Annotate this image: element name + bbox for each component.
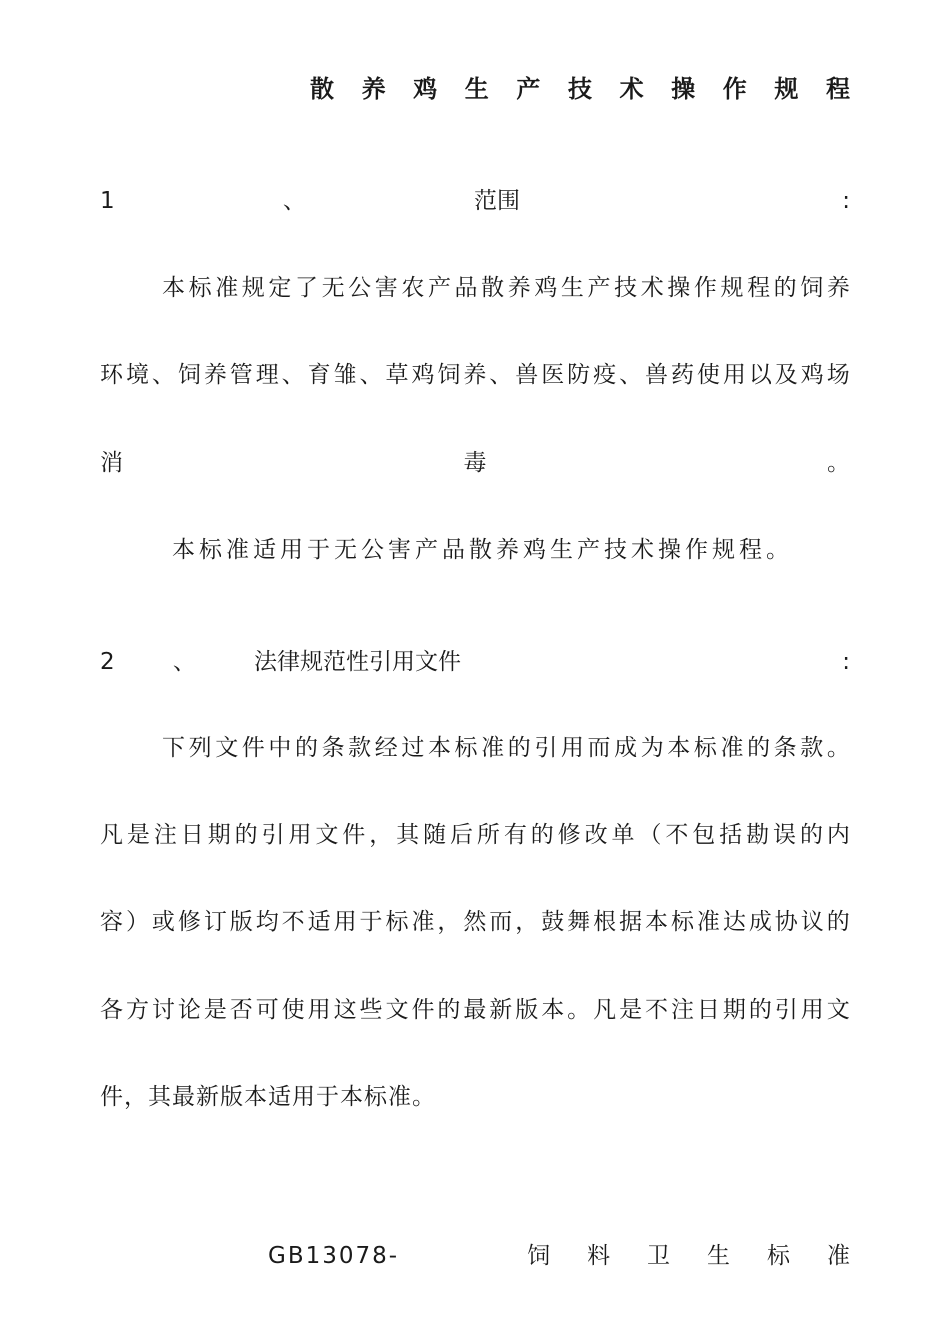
text-char: 程 (747, 275, 771, 301)
text-char: 农 (401, 275, 425, 301)
text-char: 款 (800, 735, 824, 761)
text-char: 散 (310, 75, 334, 103)
text-char: 引 (534, 735, 558, 761)
text-char: 列 (188, 735, 212, 761)
text-char: 鸡 (411, 362, 435, 388)
text-char: 舞 (567, 909, 591, 935)
text-char: 程 (825, 75, 850, 103)
text-char: 规 (241, 275, 265, 301)
text-char: 不 (281, 909, 305, 935)
text-char: 境 (125, 362, 149, 388)
text-char: 件 (411, 997, 435, 1023)
text-char: 饲 (527, 1243, 551, 1269)
text-char: 。 (827, 450, 850, 476)
text-char: 单 (611, 822, 635, 848)
text-char: 鸡 (800, 362, 824, 388)
paragraph-line (162, 273, 850, 303)
section-number: 1 (100, 188, 115, 214)
text-char: 新 (489, 997, 513, 1023)
text-char: 款 (348, 735, 372, 761)
text-char: 修 (557, 822, 581, 848)
text-char: 达 (722, 909, 746, 935)
text-char: 产 (587, 275, 611, 301)
text-char: 误 (773, 822, 797, 848)
text-char: 本 (541, 997, 565, 1023)
text-char: 了 (294, 275, 318, 301)
paragraph-line (100, 820, 850, 850)
text-char: 饲 (800, 275, 824, 301)
section-2-heading (100, 647, 850, 677)
text-char: 用 (288, 822, 312, 848)
text-char: 兽 (515, 362, 539, 388)
text-char: 产 (516, 75, 541, 103)
text-char: 容 (100, 909, 123, 935)
section-colon: : (842, 188, 850, 214)
text-char: 的 (747, 735, 771, 761)
text-char: 的 (507, 735, 531, 761)
text-char: 文 (826, 997, 850, 1023)
text-char: 些 (359, 997, 383, 1023)
text-char: 草 (385, 362, 409, 388)
text-char: 本 (162, 275, 185, 301)
text-char: 鸡 (534, 275, 558, 301)
paragraph-line (100, 907, 850, 937)
text-char: 操 (667, 275, 691, 301)
text-char: 围 (497, 188, 521, 214)
section-heading-text (254, 647, 784, 677)
text-char: 用 (307, 997, 331, 1023)
text-char: 技 (614, 275, 638, 301)
reference-entry (268, 1241, 850, 1271)
text-char: 而 (489, 909, 513, 935)
text-char: 条 (773, 735, 797, 761)
text-char: 或 (151, 909, 175, 935)
paragraph-line (100, 995, 850, 1025)
text-char: 改 (584, 822, 608, 848)
text-char: 以 (748, 362, 772, 388)
text-char: 准 (215, 275, 239, 301)
text-char: 包 (692, 822, 716, 848)
text-char: 生 (560, 275, 584, 301)
section-heading-text (474, 186, 674, 216)
section-colon: : (842, 649, 850, 675)
text-char: 有 (503, 822, 527, 848)
text-char: 本 (667, 735, 691, 761)
text-char: 条 (321, 735, 345, 761)
text-char: 疫 (593, 362, 617, 388)
text-char: 于 (359, 909, 383, 935)
text-char: 准 (481, 735, 505, 761)
text-char: 注 (670, 997, 694, 1023)
text-char: 最 (463, 997, 487, 1023)
text-char: 日 (180, 822, 204, 848)
text-char: 卫 (647, 1243, 671, 1269)
text-char: 的 (234, 822, 258, 848)
text-char: 准 (411, 909, 435, 935)
text-char: 不 (665, 822, 689, 848)
text-char: 育 (307, 362, 331, 388)
text-char: 版 (515, 997, 539, 1023)
text-char: 后 (449, 822, 473, 848)
text-char: 鸡 (413, 75, 438, 103)
text-char: 术 (619, 75, 644, 103)
text-char: 准 (827, 1243, 850, 1269)
text-char: 这 (333, 997, 357, 1023)
text-char: 规 (720, 275, 744, 301)
text-char: 用 (333, 909, 357, 935)
text-char: 生 (707, 1243, 731, 1269)
text-char: 规 (300, 649, 324, 675)
text-char: 适 (307, 909, 331, 935)
text-char: 、 (359, 362, 383, 388)
text-char: 的 (437, 997, 461, 1023)
text-char: 作 (722, 75, 747, 103)
paragraph-line (100, 360, 850, 390)
text-char: 性 (346, 649, 370, 675)
section-separator: 、 (172, 649, 196, 675)
text-char: 鼓 (541, 909, 565, 935)
text-char: 养 (507, 275, 531, 301)
text-char: 场 (826, 362, 850, 388)
text-char: 律 (277, 649, 301, 675)
text-char: 据 (619, 909, 643, 935)
text-char: 各 (100, 997, 123, 1023)
text-char: 饲 (437, 362, 461, 388)
text-char: 标 (454, 735, 478, 761)
section-number: 2 (100, 649, 115, 675)
text-char: 标 (767, 1243, 791, 1269)
text-char: 然 (463, 909, 487, 935)
text-char: 内 (826, 822, 850, 848)
text-char: 不 (645, 997, 669, 1023)
text-char: 标 (693, 735, 717, 761)
document-title (310, 74, 850, 104)
text-char: 的 (826, 909, 850, 935)
text-char: 引 (369, 649, 393, 675)
text-char: 件 (438, 649, 462, 675)
text-char: 范 (474, 188, 498, 214)
text-char: 版 (229, 909, 253, 935)
text-char: 害 (374, 275, 398, 301)
text-char: 、 (489, 362, 513, 388)
text-char: 兽 (645, 362, 669, 388)
text-char: 标 (188, 275, 212, 301)
text-char: 消 (100, 450, 123, 476)
section-1-heading (100, 186, 850, 216)
text-char: 养 (826, 275, 850, 301)
text-char: 所 (476, 822, 500, 848)
text-char: 文 (385, 997, 409, 1023)
text-char: 本 (645, 909, 669, 935)
text-char: 产 (427, 275, 451, 301)
text-char: 本 (427, 735, 451, 761)
text-char: 管 (229, 362, 253, 388)
text-char: 及 (774, 362, 798, 388)
text-char: 术 (640, 275, 664, 301)
text-char: 防 (567, 362, 591, 388)
text-char: 用 (722, 362, 746, 388)
text-char: 的 (799, 822, 823, 848)
text-char: 是 (203, 997, 227, 1023)
text-char: 经 (374, 735, 398, 761)
text-char: 使 (696, 362, 720, 388)
text-char: 范 (323, 649, 347, 675)
text-char: 论 (177, 997, 201, 1023)
text-char: 订 (203, 909, 227, 935)
text-char: 标 (670, 909, 694, 935)
text-char: 操 (671, 75, 696, 103)
text-char: 品 (454, 275, 478, 301)
text-char: 成 (748, 909, 772, 935)
reference-title (527, 1241, 850, 1271)
text-char: 毒 (463, 450, 487, 476)
text-char: 方 (125, 997, 149, 1023)
text-char: 中 (268, 735, 292, 761)
text-char: 文 (215, 735, 239, 761)
text-char: 、 (281, 362, 305, 388)
text-char: 是 (126, 822, 150, 848)
text-char: 、 (619, 362, 643, 388)
paragraph-line: 件，其最新版本适用于本标准。 (100, 1084, 436, 1110)
text-char: 勘 (746, 822, 770, 848)
text-char: 养 (203, 362, 227, 388)
paragraph-line: 本标准适用于无公害产品散养鸡生产技术操作规程。 (172, 537, 793, 563)
text-char: 凡 (593, 997, 617, 1023)
text-char: 饲 (177, 362, 201, 388)
reference-code: GB13078- (268, 1243, 400, 1269)
text-char: 养 (361, 75, 386, 103)
text-char: 药 (670, 362, 694, 388)
text-char: 使 (281, 997, 305, 1023)
text-char: 协 (774, 909, 798, 935)
text-char: 过 (401, 735, 425, 761)
text-char: 。 (826, 735, 850, 761)
text-char: ， (437, 909, 461, 935)
text-char: 准 (696, 909, 720, 935)
text-char: 均 (255, 909, 279, 935)
text-char: 的 (294, 735, 318, 761)
text-char: 环 (100, 362, 123, 388)
text-char: 技 (567, 75, 592, 103)
text-char: 凡 (100, 822, 123, 848)
text-char: 的 (773, 275, 797, 301)
text-char: 日 (696, 997, 720, 1023)
text-char: 准 (720, 735, 744, 761)
text-char: 标 (385, 909, 409, 935)
text-char: 公 (348, 275, 372, 301)
text-char: 是 (619, 997, 643, 1023)
text-char: 成 (614, 735, 638, 761)
text-char: 期 (207, 822, 231, 848)
text-char: 散 (481, 275, 505, 301)
text-char: 无 (321, 275, 345, 301)
text-char: 件 (241, 735, 265, 761)
text-char: 否 (229, 997, 253, 1023)
text-char: 作 (693, 275, 717, 301)
text-char: 引 (774, 997, 798, 1023)
text-char: （ (638, 822, 662, 848)
text-char: 根 (593, 909, 617, 935)
text-char: 其 (396, 822, 420, 848)
text-char: 引 (261, 822, 285, 848)
text-char: 的 (530, 822, 554, 848)
text-char: 法 (254, 649, 278, 675)
text-char: 修 (177, 909, 201, 935)
text-char: 、 (151, 362, 175, 388)
paragraph-line (162, 733, 850, 763)
text-char: 生 (464, 75, 489, 103)
text-char: 雏 (333, 362, 357, 388)
text-char: 规 (774, 75, 799, 103)
text-char: 。 (567, 997, 591, 1023)
text-char: 文 (415, 649, 439, 675)
text-char: 括 (719, 822, 743, 848)
text-char: 可 (255, 997, 279, 1023)
paragraph-line (100, 448, 850, 478)
text-char: 定 (268, 275, 292, 301)
text-char: 用 (560, 735, 584, 761)
section-separator: 、 (282, 188, 306, 214)
text-char: 医 (541, 362, 565, 388)
text-char: 的 (748, 997, 772, 1023)
text-char: 注 (153, 822, 177, 848)
text-char: 用 (800, 997, 824, 1023)
text-char: 料 (587, 1243, 611, 1269)
text-char: 而 (587, 735, 611, 761)
text-char: ， (369, 822, 393, 848)
text-char: 随 (423, 822, 447, 848)
text-char: 为 (640, 735, 664, 761)
text-char: ） (125, 909, 149, 935)
text-char: 下 (162, 735, 185, 761)
text-char: ， (515, 909, 539, 935)
text-char: 文 (315, 822, 339, 848)
text-char: 讨 (151, 997, 175, 1023)
text-char: 理 (255, 362, 279, 388)
text-char: 期 (722, 997, 746, 1023)
text-char: 件 (342, 822, 366, 848)
text-char: 养 (463, 362, 487, 388)
text-char: 用 (392, 649, 416, 675)
text-char: 议 (800, 909, 824, 935)
